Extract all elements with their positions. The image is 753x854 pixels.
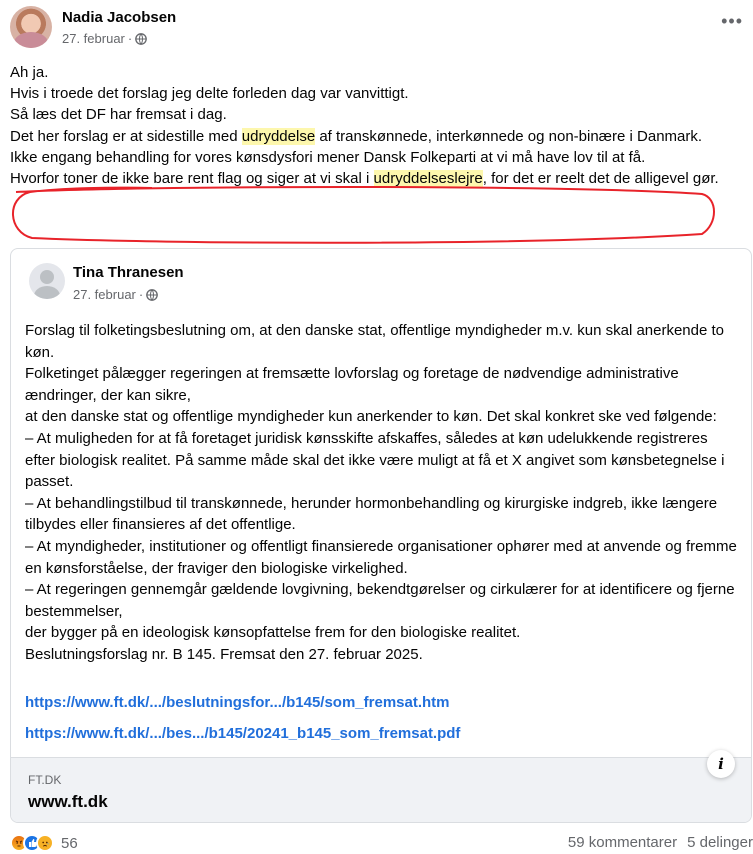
highlighted-word: udryddelse (241, 127, 316, 145)
preview-domain: FT.DK (28, 773, 62, 787)
author-avatar[interactable] (10, 6, 52, 48)
shared-line: Beslutningsforslag nr. B 145. Fremsat den 27. februar 2025. (25, 645, 423, 663)
post-text-segment: , for det er reelt det de alligevel gør. (482, 170, 719, 188)
shared-line: – At muligheden for at få foretaget juridisk kønsskifte afskaffes, således at køn udelukkende registreres efter biologisk realitet. På samme måde skal det ikke være muligt at få et X angivet som kønsbetegnelse i passet. (25, 429, 725, 491)
link-preview[interactable] (11, 757, 752, 823)
globe-icon (135, 33, 147, 45)
globe-icon (146, 289, 158, 301)
meta-separator: · (127, 31, 133, 46)
info-icon[interactable]: i (707, 750, 735, 778)
post-line: Så læs det DF har fremsat i dag. (10, 106, 227, 124)
shared-post-card[interactable] (10, 248, 752, 823)
post-header (10, 6, 745, 52)
shared-line: der bygger på en ideologisk kønsopfattelse frem for den biologiske realitet. (25, 624, 521, 642)
highlighted-word: udryddelseslejre (373, 170, 483, 188)
reactions-summary[interactable] (10, 834, 78, 852)
engagement-stats (568, 834, 753, 851)
comments-count[interactable]: 59 kommentarer (567, 834, 678, 851)
shared-post-text (25, 320, 737, 666)
post-footer (10, 834, 753, 854)
meta-separator: · (138, 287, 144, 302)
shared-post-date[interactable]: 27. februar (73, 287, 136, 302)
sad-reaction-icon (36, 834, 54, 852)
post-text-segment: af transkønnede, interkønnede og non-binære i Danmark. (315, 127, 703, 145)
shared-author-avatar[interactable] (29, 263, 65, 299)
shared-line: – At myndigheder, institutioner og offentligt finansierede organisationer ophører med at anvende og fremme en kønsforståelse, der fraviger den biologiske virkelighed. (25, 537, 737, 577)
shared-line: – At behandlingstilbud til transkønnede, herunder hormonbehandling og kirurgiske indgreb, ikke længere tilbydes eller finansieres af det offentlige. (25, 494, 718, 534)
post-meta (62, 31, 147, 46)
post-line: Ah ja. (10, 64, 49, 81)
post-text-segment: Hvorfor toner de ikke bare rent flag og siger at vi skal i (10, 170, 374, 188)
shared-post-meta (73, 287, 158, 302)
author-name[interactable]: Nadia Jacobsen (62, 9, 177, 26)
shared-line: at den danske stat og offentlige myndigheder kun anerkender to køn. Det skal konkret ske ved følgende: (25, 408, 717, 426)
red-annotation-circle (2, 184, 718, 246)
reaction-count: 56 (61, 834, 78, 852)
shared-line: – At regeringen gennemgår gældende lovgivning, bekendtgørelser og cirkulærer for at identificere og fjerne bestemmelser, (25, 581, 735, 620)
post-text (10, 62, 730, 189)
shared-line: Forslag til folketingsbeslutning om, at den danske stat, offentlige myndigheder m.v. kun skal anerkende to køn. (25, 322, 725, 361)
post-line: Hvis i troede det forslag jeg delte forleden dag var vanvittigt. (10, 85, 409, 103)
shared-author-name[interactable]: Tina Thranesen (73, 264, 184, 281)
shares-count[interactable]: 5 delinger (687, 834, 753, 851)
more-options-icon[interactable]: ••• (721, 11, 743, 31)
preview-title[interactable]: www.ft.dk (28, 792, 108, 811)
shared-line: Folketinget pålægger regeringen at fremsætte lovforslag og foretage de nødvendige administrative ændringer, der kan sikre, (25, 365, 679, 404)
link-beslutningsforslag-htm[interactable]: https://www.ft.dk/.../beslutningsfor.../b145/som_fremsat.htm (25, 694, 450, 711)
link-beslutningsforslag-pdf[interactable]: https://www.ft.dk/.../bes.../b145/20241_b145_som_fremsat.pdf (25, 725, 461, 742)
post-date[interactable]: 27. februar (62, 31, 125, 46)
post-line (10, 168, 730, 189)
post-line (10, 126, 730, 147)
post-text-segment: Det her forslag er at sidestille med (10, 127, 242, 145)
post-line: Ikke engang behandling for vores kønsdysfori mener Dansk Folkeparti at vi må have lov til at få. (10, 148, 646, 166)
